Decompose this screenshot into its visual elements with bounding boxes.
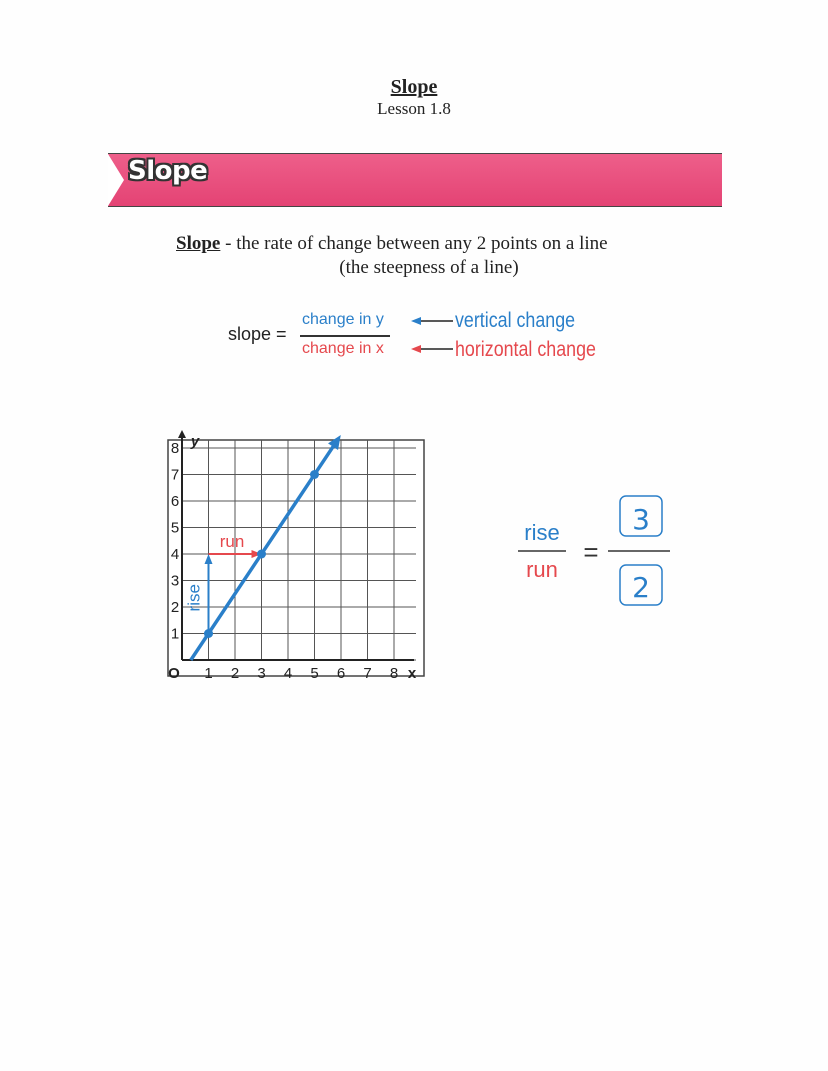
numerator-value: 3 — [632, 503, 650, 536]
x-tick-label: 2 — [230, 665, 240, 682]
formula-numerator: change in y — [302, 311, 384, 328]
page-header — [0, 76, 828, 120]
rise-label: rise — [184, 584, 204, 612]
definition-term: Slope — [176, 233, 221, 254]
formula-lhs: slope = — [228, 324, 287, 344]
equals-sign: = — [583, 537, 599, 567]
rise-word: rise — [524, 520, 560, 545]
slope-graph — [160, 420, 440, 682]
y-tick-label: 4 — [170, 546, 180, 563]
x-tick-label: 4 — [283, 665, 293, 682]
y-tick-label: 3 — [170, 572, 180, 590]
definition-text-2: (the steepness of a line) — [339, 257, 519, 278]
run-label: run — [219, 532, 245, 551]
y-tick-label: 2 — [170, 599, 180, 616]
data-point — [204, 629, 213, 638]
vertical-change-note: vertical change — [455, 309, 576, 332]
banner-arrow-icon — [108, 154, 124, 206]
x-tick-label: 6 — [336, 665, 346, 682]
graph-frame — [168, 440, 424, 676]
y-tick-label: 7 — [170, 466, 180, 484]
data-point — [257, 550, 266, 559]
formula-arrows — [405, 312, 455, 362]
page-title: Slope — [390, 76, 438, 98]
horizontal-change-note: horizontal change — [455, 338, 596, 361]
x-tick-label: 1 — [204, 665, 213, 682]
y-tick-label: 6 — [170, 493, 180, 510]
left-arrow-icon — [411, 345, 453, 353]
banner-label: Slope — [128, 156, 208, 186]
formula-fraction-bar — [300, 335, 390, 337]
definition-line-1 — [176, 231, 608, 257]
definition-text-1: the rate of change between any 2 points on a line — [236, 233, 608, 254]
y-axis-label: y — [190, 433, 200, 450]
y-tick-label: 5 — [170, 519, 180, 537]
x-tick-label: 7 — [363, 665, 372, 682]
x-tick-label: 8 — [389, 665, 399, 682]
y-tick-label: 8 — [170, 440, 180, 457]
y-axis-arrow-icon — [178, 430, 186, 438]
x-tick-label: 5 — [310, 665, 319, 682]
definition-separator: - — [225, 233, 232, 254]
origin-label: O — [168, 665, 180, 682]
run-word: run — [526, 557, 558, 582]
denominator-value: 2 — [632, 571, 650, 604]
formula-denominator: change in x — [302, 340, 384, 357]
page-subtitle: Lesson 1.8 — [377, 99, 451, 118]
rise-over-run — [510, 495, 680, 615]
data-point — [310, 470, 319, 479]
x-axis-label: x — [407, 665, 417, 682]
left-arrow-icon — [411, 317, 453, 325]
x-tick-label: 3 — [257, 665, 266, 682]
y-tick-label: 1 — [170, 625, 180, 643]
